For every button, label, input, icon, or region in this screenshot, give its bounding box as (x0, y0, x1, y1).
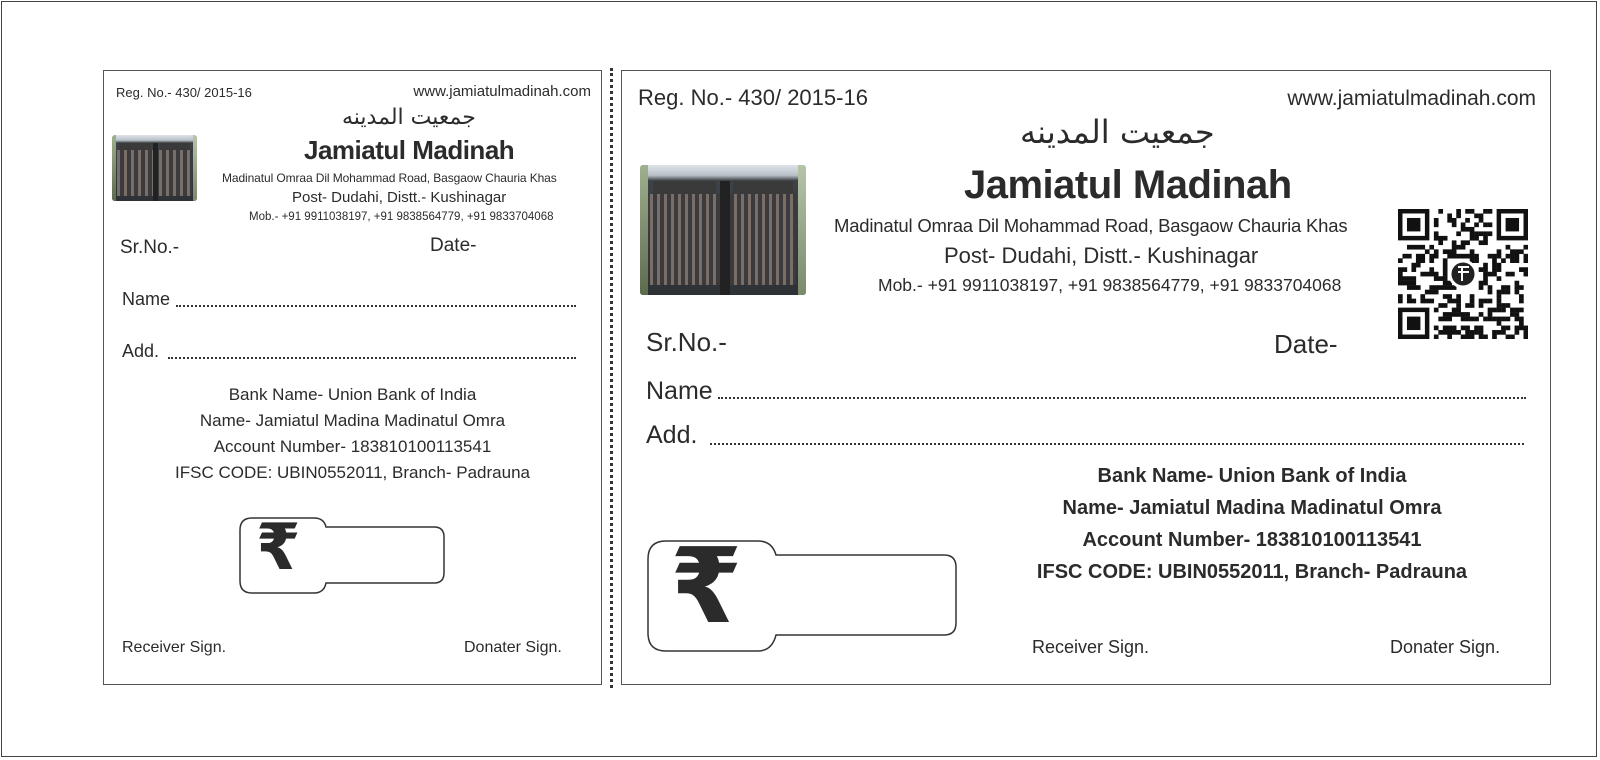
account-name: Name- Jamiatul Madina Madinatul Omra (1062, 497, 1442, 519)
org-name: Jamiatul Madinah (304, 135, 515, 165)
address-line1: Madinatul Omraa Dil Mohammad Road, Basgaow Chauria Khas (834, 215, 1348, 236)
reg-number: Reg. No.- 430/ 2015-16 (638, 85, 868, 110)
arabic-name: جمعيت المدينه (342, 105, 476, 130)
gate-photo (640, 165, 806, 295)
gate-photo (112, 135, 197, 201)
name-line (718, 397, 1526, 399)
address-line2: Post- Dudahi, Distt.- Kushinagar (944, 243, 1259, 268)
name-line (176, 305, 576, 307)
ifsc-code: IFSC CODE: UBIN0552011, Branch- Padrauna (1036, 561, 1468, 583)
date-label: Date- (430, 235, 477, 256)
org-name: Jamiatul Madinah (964, 163, 1292, 207)
sr-no-label: Sr.No.- (646, 327, 727, 357)
name-label: Name (122, 289, 171, 309)
rupee-icon: ₹ (256, 511, 301, 585)
reg-number: Reg. No.- 430/ 2015-16 (116, 85, 252, 100)
receiver-sign: Receiver Sign. (122, 639, 227, 656)
donater-sign: Donater Sign. (464, 639, 562, 656)
mobile-numbers: Mob.- +91 9911038197, +91 9838564779, +91 9833704068 (878, 275, 1342, 295)
add-line (168, 357, 576, 359)
website: www.jamiatulmadinah.com (413, 83, 591, 100)
account-number: Account Number- 183810100113541 (213, 437, 492, 456)
add-label: Add. (122, 341, 160, 361)
receipt-main (621, 70, 1551, 685)
arabic-name: جمعيت المدينه (1020, 113, 1215, 151)
account-name: Name- Jamiatul Madina Madinatul Omra (199, 411, 506, 430)
name-label: Name (646, 377, 713, 405)
donater-sign: Donater Sign. (1390, 637, 1501, 657)
address-line1: Madinatul Omraa Dil Mohammad Road, Basgaow Chauria Khas (222, 171, 557, 185)
receiver-sign: Receiver Sign. (1032, 637, 1150, 657)
add-label: Add. (646, 421, 698, 449)
perforation-line (610, 68, 613, 688)
ifsc-code: IFSC CODE: UBIN0552011, Branch- Padrauna (175, 463, 530, 482)
date-label: Date- (1274, 329, 1338, 359)
rupee-icon: ₹ (670, 525, 743, 647)
receipt-stub (103, 70, 602, 685)
mobile-numbers: Mob.- +91 9911038197, +91 9838564779, +91 9833704068 (249, 211, 554, 223)
account-number: Account Number- 183810100113541 (1082, 529, 1422, 551)
qr-code-icon (1398, 209, 1528, 339)
bank-name: Bank Name- Union Bank of India (1097, 465, 1407, 487)
website: www.jamiatulmadinah.com (1287, 87, 1536, 110)
sr-no-label: Sr.No.- (120, 237, 180, 258)
add-line (710, 443, 1524, 445)
address-line2: Post- Dudahi, Distt.- Kushinagar (292, 189, 507, 206)
bank-name: Bank Name- Union Bank of India (228, 385, 477, 404)
